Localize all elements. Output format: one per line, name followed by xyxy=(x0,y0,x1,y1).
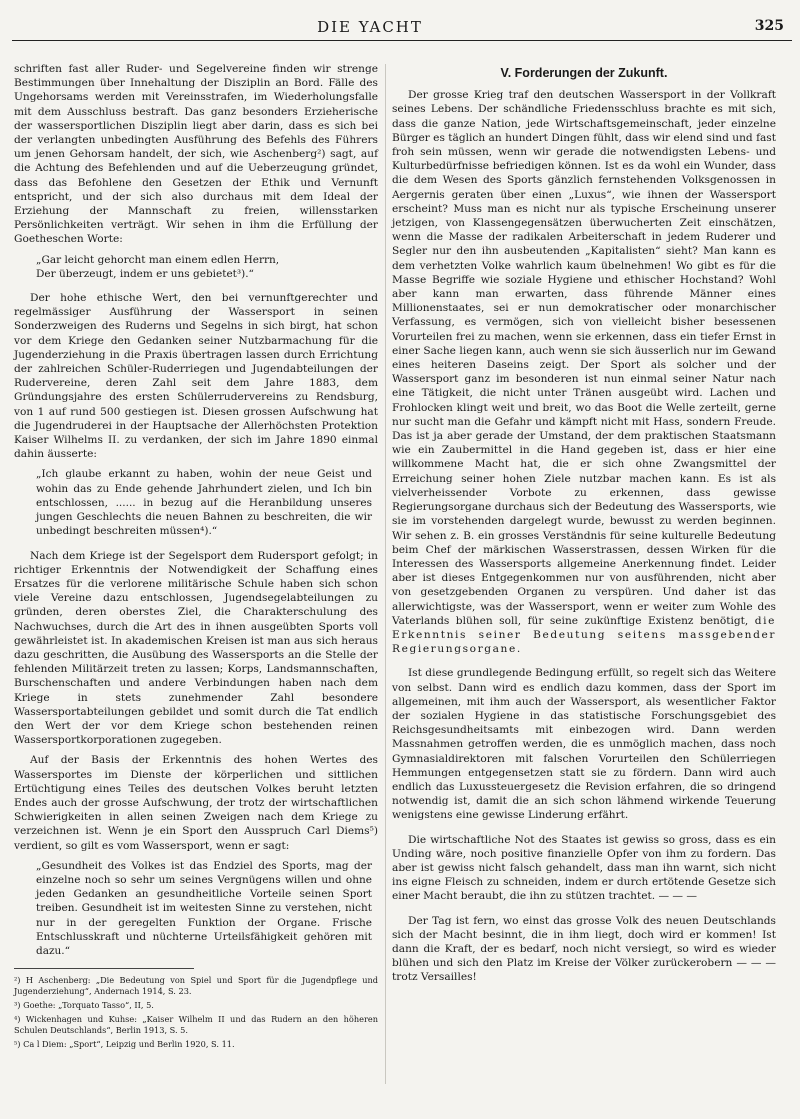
emphasized-text: die Erkenntnis seiner Bedeutung seitens massgebender Regierungsorgane. xyxy=(392,614,776,656)
quote-line: Der überzeugt, indem er uns gebietet³).“ xyxy=(36,267,254,280)
footnote: ⁴) Wickenhagen und Kuhse: „Kaiser Wilhelm II und das Rudern an den höheren Schulen Deutschlands“, Berlin 1913, S. 5. xyxy=(14,1014,378,1036)
left-column xyxy=(14,62,378,1053)
paragraph: Auf der Basis der Erkenntnis des hohen Wertes des Wassersportes im Dienste der körperlichen und sittlichen Ertüchtigung eines Teiles des deutschen Volkes beruht letzten Endes auch der grosse Aufschwung, der trotz der wirtschaftlichen Schwierigkeiten in allen seinen Zweigen nach dem Kriege zu verzeichnen ist. Wenn je ein Sport den Ausspruch Carl Diems⁵) verdient, so gilt es vom Wassersport, wenn er sagt: xyxy=(14,754,378,852)
footnotes xyxy=(14,975,378,1050)
paragraph: Ist diese grundlegende Bedingung erfüllt, so regelt sich das Weitere von selbst. Dann wird es endlich dazu kommen, dass der Sport im allgemeinen, mit ihm auch der Wassersport, als wesentlicher Faktor der sozialen Hygiene in das statistische Forschungsgebiet des Reichsgesundheitsamts mit einbezogen wird. Dann werden Massnahmen getroffen werden, die es unmöglich machen, dass noch Gymnasialdirektoren mit falschen Vorurteilen den Schülerriegen Hemmungen entgegensetzen statt sie zu fördern. Dann wird auch endlich das Luxussteuergesetz die Revision erfahren, die so dringend notwendig ist, damit die an sich schon lähmend wirkende Teuerung wenigstens eine gewisse Linderung erfährt. xyxy=(392,667,776,822)
paragraph-text: Der grosse Krieg traf den deutschen Wassersport in der Vollkraft seines Lebens. Der schändliche Friedensschluss brachte es mit sich, dass die ganze Nation, jede Wirtschaftsgemeinschaft, jeder einzelne Bürger es täglich an hundert Dingen fühlt, dass wir elend sind und fast froh sein müssen, wenn wir gerade die notwendigsten Lebens- und Kulturbedürfnisse befriedigen können. Ist es da wohl ein Wunder, dass die dem Wesen des Sports gänzlich fernstehenden Volksgenossen in Aergernis geraten über einen „Luxus“, wie ihnen der Wassersport erscheint? Muss man es nicht nur als typische Erscheinung unserer jetzigen, von Klassengegensätzen überwucherten Zeit einschätzen, wenn die Masse der radikalen Arbeiterschaft in jedem Ruderer und Segler nur den ihn ausbeutenden „Kapitalisten“ sieht? Man kann es dem verhetzten Volke wahrlich kaum übelnehmen! Wo gibt es für die Masse Begriffe wie soziale Hygiene und ethischer Hochstand? Wohl aber kann man erwarten, dass führende Männer eines Millionenstaates, sei er nun demokratischer oder monarchischer Verfassung, es vermögen, sich von vielleicht bisher besessenen Vorurteilen frei zu machen, wenn sie erkennen, dass ein tiefer Ernst in einer Sache liegen kann, auch wenn sie sich äusserlich nur im Gewand eines heiteren Daseins zeigt. Der Sport als solcher und der Wassersport ganz im besonderen ist nun einmal seiner Natur nach eine Tätigkeit, die nicht unter Tränen ausgeübt wird. Lachen und Frohlocken klingt weit und breit, wo das Boot die Welle zerteilt, gerne nur sucht man die Gefahr und kämpft nicht mit Hass, sondern Freude. Das ist ja aber gerade der Umstand, der dem praktischen Staatsmann wie ein Zaubermittel in die Hand gegeben ist, dass er hier eine willkommene Macht hat, die er sich ohne Zwangsmittel der Erreichung seiner hohen Ziele nutzbar machen kann. Es ist als vielverheissender Vorbote zu erkennen, dass gewisse Regierungsorgane durchaus sich der Bedeutung des Wassersports, wie sie im vorstehenden dargelegt wurde, bewusst zu werden beginnen. Wir sehen z. B. ein grosses Verständnis für seine kulturelle Bedeutung beim Chef der märkischen Wasserstrassen, dessen Wirken für die Interessen des Wassersports allgemeine Anerkennung findet. Leider aber ist dieses Entgegenkommen nur von ausführenden, nicht aber von gesetzgebenden Organen zu verspüren. Und daher ist das allerwichtigste, was der Wassersport, wenn er weiter zum Wohle des Vaterlands blühen soll, für seine zukünftige Existenz benötigt, xyxy=(392,89,776,627)
footnote-rule xyxy=(14,968,194,969)
page-header xyxy=(0,14,800,40)
paragraph: Der hohe ethische Wert, den bei vernunftgerechter und regelmässiger Ausführung der Wassersport in seinen Sonderzweigen des Ruderns und Segelns in sich birgt, hat schon vor dem Kriege den Gedanken seiner Nutzbarmachung für die Jugenderziehung in die Praxis übertragen lassen durch Errichtung der zahlreichen Schüler-Ruderriegen und Jugendabteilungen der Rudervereine, deren Zahl seit dem Jahre 1883, dem Gründungsjahre des ersten Schülerrudervereins zu Rendsburg, von 1 auf rund 500 gestiegen ist. Diesen grossen Aufschwung hat die Jugendruderei in der Hauptsache der Allerhöchsten Protektion Kaiser Wilhelms II. zu verdanken, der sich im Jahre 1890 einmal dahin äusserte: xyxy=(14,292,378,461)
kaiser-quote: „Ich glaube erkannt zu haben, wohin der neue Geist und wohin das zu Ende gehende Jahrhundert zielen, und Ich bin entschlossen, ...... in bezug auf die Heranbildung unseres jungen Geschlechts die neuen Bahnen zu beschreiten, die wir unbedingt beschreiten müssen⁴).“ xyxy=(36,468,372,538)
paragraph xyxy=(392,88,776,656)
footnote: ²) H Aschenberg: „Die Bedeutung von Spiel und Sport für die Jugendpflege und Jugenderziehung“, Andernach 1914, S. 23. xyxy=(14,975,378,997)
footnote: ³) Goethe: „Torquato Tasso“, II, 5. xyxy=(14,1000,154,1011)
page-number: 325 xyxy=(754,18,784,34)
right-column xyxy=(392,66,776,991)
diem-quote: „Gesundheit des Volkes ist das Endziel des Sports, mag der einzelne noch so sehr um seines Vergnügens willen und ohne jeden Gedanken an gesundheitliche Vorteile seinen Sport treiben. Gesundheit ist im weitesten Sinne zu verstehen, nicht nur in der geregelten Funktion der Organe. Frische Entschlusskraft und nüchterne Urteilsfähigkeit gehören mit dazu.“ xyxy=(36,859,372,957)
section-title: V. Forderungen der Zukunft. xyxy=(500,66,668,80)
header-rule xyxy=(12,40,792,41)
running-title: DIE YACHT xyxy=(317,18,423,36)
footnote: ⁵) Ca l Diem: „Sport“, Leipzig und Berlin 1920, S. 11. xyxy=(14,1039,235,1050)
paragraph: Die wirtschaftliche Not des Staates ist gewiss so gross, dass es ein Unding wäre, noch positive finanzielle Opfer von ihm zu fordern. Das aber ist gewiss nicht falsch gehandelt, dass man ihn warnt, sich nicht ins eigne Fleisch zu schneiden, indem er durch ertötende Gesetze sich einer Macht beraubt, die ihn zu stützen trachtet. — — — xyxy=(392,833,776,903)
paragraph: Der Tag ist fern, wo einst das grosse Volk des neuen Deutschlands sich der Macht besinnt, die in ihm liegt, doch wird er kommen! Ist dann die Kraft, der es bedarf, noch nicht versiegt, so wird es wieder blühen und sich den Platz im Kreise der Völker zurückerobern — — — trotz Versailles! xyxy=(392,914,776,984)
column-divider xyxy=(385,64,386,1084)
paragraph: Nach dem Kriege ist der Segelsport dem Rudersport gefolgt; in richtiger Erkenntnis der Notwendigkeit der Schaffung eines Ersatzes für die verlorene militärische Schule haben sich schon viele Vereine dazu entschlossen, Jugendsegelabteilungen zu gründen, deren oberstes Ziel, die Charakterschulung des Nachwuchses, durch die Art des in ihnen ausgeübten Sports voll gewährleistet ist. In akademischen Kreisen ist man aus sich heraus dazu geschritten, die Ausübung des Wassersports an die Stelle der fehlenden Militärzeit treten zu lassen; Korps, Landsmannschaften, Burschenschaften und andere Verbindungen haben nach dem Kriege in stets zunehmender Zahl besondere Wassersportabteilungen gebildet und somit durch die Tat endlich den Wert der vor dem Kriege schon bestehenden reinen Wassersportkorporationen zugegeben. xyxy=(14,549,378,747)
paragraph: schriften fast aller Ruder- und Segelvereine finden wir strenge Bestimmungen über Innehaltung der Disziplin an Bord. Fälle des Ungehorsams werden mit Vereinsstrafen, im Wiederholungsfalle mit dem Ausschluss bestraft. Das ganz besonders Erzieherische der wassersportlichen Disziplin liegt aber darin, dass es sich bei der verlangten unbedingten Ausführung des Befehls des Führers um jenen Gehorsam handelt, der sich, wie Aschenberg²) sagt, auf die Achtung des Befehlenden und auf die Ueberzeugung gründet, dass das Befohlene den Gesetzen der Ethik und Vernunft entspricht, und der sich also durchaus mit dem Ideal der Erziehung der Mannschaft zu freien, willensstarken Persönlichkeiten verträgt. Wir sehen in ihm die Erfüllung der Goetheschen Worte: xyxy=(14,63,378,246)
quote-line: „Gar leicht gehorcht man einem edlen Herrn, xyxy=(36,253,280,266)
goethe-quote xyxy=(36,253,372,281)
